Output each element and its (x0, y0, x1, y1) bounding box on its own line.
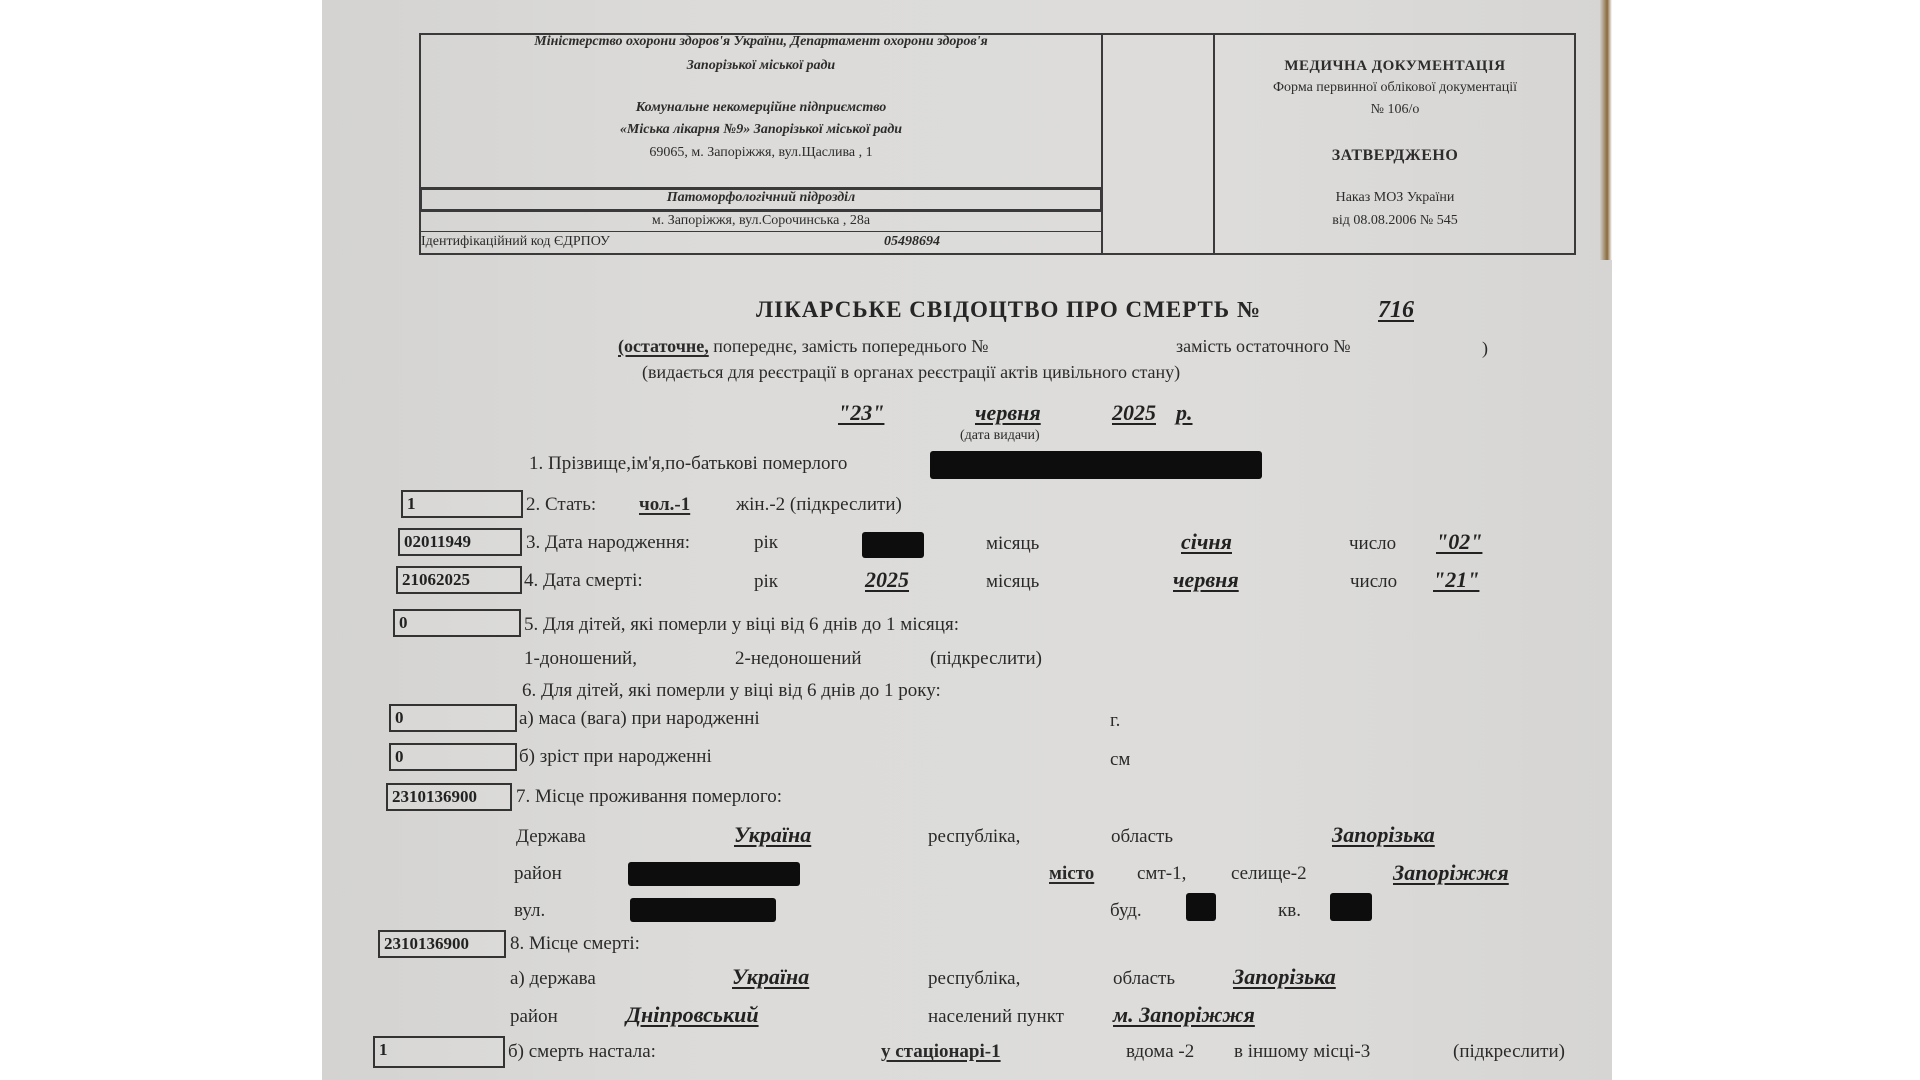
death-occurred-hint: (підкреслити) (1453, 1041, 1565, 1062)
issue-caption: (дата видачи) (960, 428, 1040, 443)
edrpou-value: 05498694 (884, 234, 940, 249)
residence-city-selected: місто (1049, 863, 1095, 884)
order-line-1: Наказ МОЗ України (1335, 190, 1455, 205)
certificate-title: ЛІКАРСЬКЕ СВІДОЦТВО ПРО СМЕРТЬ № (756, 297, 1261, 322)
infant-month-label: 5. Для дітей, які померли у віці від 6 днів до 1 місяця: (524, 614, 959, 635)
infant-premature: 2-недоношений (735, 648, 862, 669)
birth-height-unit: см (1110, 749, 1131, 770)
department-name: Патоморфологічний підрозділ (666, 190, 856, 205)
death-occurred-label: б) смерть настала: (508, 1041, 656, 1062)
address-border-bottom (419, 231, 1103, 232)
birth-date-code-box: 02011949 (398, 528, 522, 556)
birth-month-value: січня (1181, 529, 1232, 554)
paper-edge-shadow (1600, 0, 1612, 260)
type-replace-final: замість остаточного № (1176, 336, 1351, 356)
order-line-2: від 08.08.2006 № 545 (1332, 213, 1458, 228)
death-day-label: число (1350, 571, 1398, 592)
death-month-label: місяць (986, 571, 1040, 592)
death-district-value: Дніпровський (626, 1002, 759, 1027)
hospital-address: 69065, м. Запоріжжя, вул.Щаслива , 1 (649, 145, 873, 160)
issue-day: "23" (838, 400, 885, 425)
enterprise-line-2: «Міська лікарня №9» Запорізької міської ради (619, 122, 903, 137)
residence-state-label: Держава (516, 826, 586, 847)
birth-height-code-box: 0 (389, 743, 517, 771)
residence-street-label: вул. (514, 900, 546, 921)
birth-year-label: рік (754, 532, 779, 553)
death-place-label: 8. Місце смерті: (510, 933, 640, 954)
issue-year-suffix: р. (1176, 400, 1193, 425)
sex-male-selected: чол.-1 (639, 494, 691, 515)
ministry-line-1: Міністерство охорони здоров'я України, Департамент охорони здоров'я (534, 34, 988, 49)
residence-code-box: 2310136900 (386, 783, 512, 811)
header-divider-2 (1213, 33, 1215, 255)
infant-year-label: 6. Для дітей, які померли у віці від 6 днів до 1 року: (522, 680, 941, 701)
death-occurred-other: в іншому місці-3 (1234, 1041, 1371, 1062)
birth-day-value: "02" (1436, 529, 1483, 554)
death-locality-value: м. Запоріжжя (1113, 1002, 1255, 1027)
death-date-label: 4. Дата смерті: (524, 570, 643, 591)
residence-state-value: Україна (734, 822, 812, 847)
infant-hint: (підкреслити) (930, 648, 1042, 669)
residence-street-redacted (630, 898, 776, 922)
death-occurred-hospital-selected: у стаціонарі-1 (881, 1041, 1001, 1062)
death-state-value: Україна (732, 964, 810, 989)
residence-settlement-option: смт-1, (1137, 863, 1187, 884)
death-year-value: 2025 (865, 567, 909, 592)
birth-day-label: число (1349, 533, 1397, 554)
residence-district-label: район (514, 863, 562, 884)
death-oblast-label: область (1113, 968, 1176, 989)
certificate-purpose: (видається для реєстрації в органах реєстрації актів цивільного стану) (642, 362, 1181, 382)
death-district-label: район (510, 1006, 558, 1027)
deceased-name-redacted (930, 451, 1262, 479)
birth-weight-label: а) маса (вага) при народженні (519, 708, 760, 729)
residence-oblast-label: область (1111, 826, 1174, 847)
type-preliminary: попереднє, замість попереднього № (713, 336, 989, 356)
department-address: м. Запоріжжя, вул.Сорочинська , 28а (651, 213, 871, 228)
residence-city-value: Запоріжжя (1393, 860, 1509, 885)
medical-docs-title: МЕДИЧНА ДОКУМЕНТАЦІЯ (1284, 58, 1506, 74)
death-state-label: а) держава (510, 968, 596, 989)
deceased-name-label: 1. Прізвище,ім'я,по-батькові померлого (529, 453, 848, 474)
department-border-bottom (419, 209, 1103, 212)
birth-year-redacted (862, 532, 924, 558)
edrpou-label: Ідентифікаційний код ЄДРПОУ (421, 234, 610, 249)
death-oblast-value: Запорізька (1233, 964, 1336, 989)
enterprise-line-1: Комунальне некомерційне підприємство (635, 100, 887, 115)
death-occurred-home: вдома -2 (1126, 1041, 1195, 1062)
form-number: № 106/о (1370, 102, 1420, 117)
type-close-paren: ) (1482, 338, 1488, 358)
approved-label: ЗАТВЕРДЖЕНО (1331, 147, 1459, 164)
residence-building-label: буд. (1110, 900, 1142, 921)
issue-month: червня (975, 400, 1041, 425)
birth-month-label: місяць (986, 533, 1040, 554)
death-year-label: рік (754, 571, 779, 592)
death-place-code-box: 2310136900 (378, 930, 506, 958)
form-line: Форма первинної облікової документації (1272, 80, 1518, 95)
death-locality-label: населений пункт (928, 1006, 1064, 1027)
residence-district-redacted (628, 862, 800, 886)
death-republic-label: республіка, (928, 968, 1021, 989)
birth-weight-code-box: 0 (389, 704, 517, 732)
sex-code-box: 1 (401, 490, 523, 518)
residence-republic-label: республіка, (928, 826, 1021, 847)
certificate-number: 716 (1378, 297, 1414, 323)
death-date-code-box: 21062025 (396, 566, 522, 594)
sex-female-hint: жін.-2 (підкреслити) (736, 494, 902, 515)
residence-label: 7. Місце проживання померлого: (516, 786, 783, 807)
ministry-line-2: Запорізької міської ради (686, 58, 836, 73)
birth-height-label: б) зріст при народженні (519, 746, 712, 767)
residence-village-option: селище-2 (1231, 863, 1307, 884)
certificate-type-line (618, 336, 988, 357)
birth-weight-unit: г. (1110, 710, 1121, 731)
death-occurred-code-box: 1 (373, 1036, 505, 1068)
residence-apartment-redacted (1330, 893, 1372, 921)
header-divider-1 (1101, 33, 1103, 255)
death-month-value: червня (1173, 567, 1239, 592)
residence-oblast-value: Запорізька (1332, 822, 1435, 847)
sex-label: 2. Стать: (526, 494, 597, 515)
infant-full-term: 1-доношений, (524, 648, 637, 669)
residence-apartment-label: кв. (1278, 900, 1301, 921)
death-day-value: "21" (1433, 567, 1480, 592)
residence-building-redacted (1186, 893, 1216, 921)
issue-year: 2025 (1112, 400, 1156, 425)
type-final-selected: (остаточне, (618, 336, 709, 356)
birth-date-label: 3. Дата народження: (526, 532, 691, 553)
infant-month-code-box: 0 (393, 609, 521, 637)
